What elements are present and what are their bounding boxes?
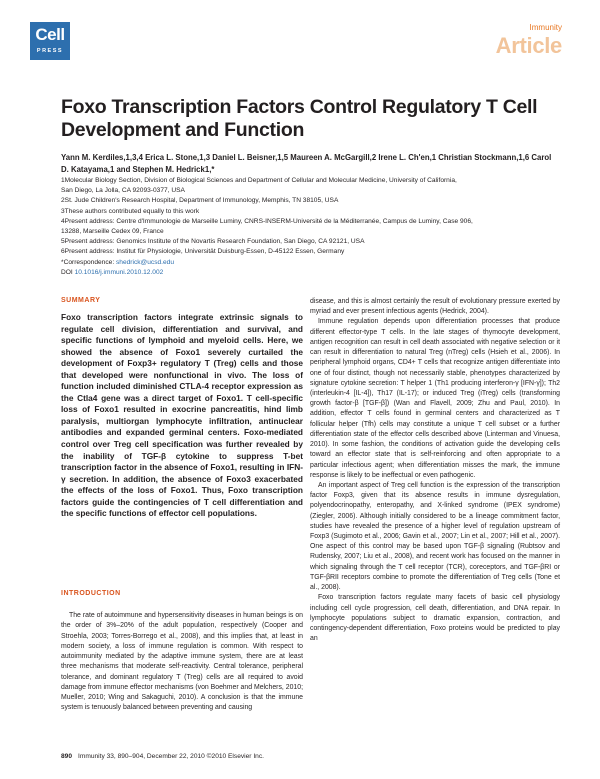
article-title: Foxo Transcription Factors Control Regulatory T Cell Development and Function (61, 96, 538, 141)
logo-brand: Cell (35, 25, 65, 44)
correspondence-label: *Correspondence: (61, 258, 116, 266)
doi-label: DOI (61, 268, 75, 276)
affiliation-line: 2St. Jude Children's Research Hospital, Department of Immunology, Memphis, TN 38105, USA (61, 197, 339, 205)
page-footer (61, 753, 264, 760)
affiliation-line: 5Present address: Genomics Institute of the Novartis Research Foundation, San Diego, CA 92121, USA (61, 238, 365, 246)
summary-text: Foxo transcription factors integrate extrinsic signals to regulate cell division, differentiation and survival, and specific functions of lymphoid and myeloid cells. Here, we showed the absence of Foxo1 severely curtailed the development of Foxp3+ regulatory T (Treg) cells and those that developed were nonfunctional in vivo. The loss of function included diminished CTLA-4 receptor expression as the Ctla4 gene was a direct target of Foxo1. T cell-specific loss of Foxo1 resulted in exocrine pancreatitis, hind limb paralysis, multiorgan lymphocyte infiltration, antinuclear antibodies and expanded germinal centers. Foxo-mediated control over Treg cell specification was further revealed by the inability of TGF-β cytokine to suppress T-bet transcription factor in the absence of Foxo1, resulting in IFN-γ secretion. In addition, the absence of Foxo3 exacerbated the effects of the loss of Foxo1. Thus, Foxo transcription factors guide the contingencies of T cell differentiation and the specific functions of effector cell populations. (61, 312, 303, 519)
logo-press: PRESS (36, 48, 64, 54)
correspondence (61, 258, 581, 268)
journal-citation: Immunity 33, 890–904, December 22, 2010 ©2010 Elsevier Inc. (78, 753, 264, 760)
affiliation-line: 3These authors contributed equally to this work (61, 207, 200, 215)
cell-press-logo (30, 22, 70, 60)
body-paragraph: disease, and this is almost certainly the result of evolutionary pressure exerted by myriad and ever present infectious agents (Hedrick, 2004). (310, 298, 560, 316)
affiliation-line: 1Molecular Biology Section, Division of Biological Sciences and Department of Cellular and Molecular Medicine, University of California, (61, 177, 457, 184)
summary-section (61, 297, 303, 520)
intro-heading: INTRODUCTION (61, 590, 121, 597)
journal-name: Immunity (529, 23, 562, 32)
right-column (310, 297, 560, 644)
affiliation-line: San Diego, La Jolla, CA 92093-0377, USA (61, 187, 185, 195)
doi-link[interactable]: 10.1016/j.immuni.2010.12.002 (74, 268, 164, 276)
body-paragraph: An important aspect of Treg cell function is the expression of the transcription factor Foxp3, given that its absence results in immune dysregulation, polyendocrinopathy, enteropathy, and X-linked syndrome (IPEX syndrome) (Ziegler, 2006). Although initially considered to be a lineage commitment factor, studies have revealed the presence of a higher level of regulation upstream of Foxp3 (Sugimoto et al., 2006; Gavin et al., 2007; Lin et al., 2007; Hill et al., 2007). One aspect of this control may be based upon TGF-β signaling (Rubtsov and Rudensky, 2007; Liu et al., 2008), and recent work has focused on the manner in which signaling through the T cell receptor (TCR), coreceptors, and TGF-βRI or TGF-βRII receptors combine to promote the differentiation of Treg cells (Tone et al., 2008). (310, 481, 560, 592)
article-type: Article (495, 33, 562, 58)
correspondence-email-link[interactable]: shedrick@ucsd.edu (115, 258, 174, 266)
affiliation-line: 13288, Marseille Cedex 09, France (61, 228, 164, 236)
page-number: 890 (61, 753, 73, 760)
affiliations (61, 176, 581, 278)
summary-heading: SUMMARY (61, 297, 101, 304)
doi (61, 268, 581, 278)
body-paragraph: Foxo transcription factors regulate many facets of basic cell physiology including cell cycle progression, cell death, differentiation, and DNA repair. In lymphocyte populations subject to dramatic expansion, contraction, and contingency-dependent differentiation, Foxo proteins would be predicted to play an (310, 594, 560, 643)
affiliation-line: 6Present address: Institut für Physiologie, Universität Duisburg-Essen, D-45122 Essen, Germany (61, 248, 345, 256)
affiliation-line: 4Present address: Centre d'Immunologie de Marseille Luminy, CNRS-INSERM-Université de la Méditerranée, Campus de Luminy, Case 906, (61, 217, 473, 225)
intro-text: The rate of autoimmune and hypersensitivity diseases in human beings is on the order of 3%–20% of the adult population, respectively (Cooper and Stroehla, 2003; Torres-Borrego et al., 2008), and this implies that, at least in modern society, a loss of immune regulation is common. With respect to autoimmunity mediated by the adaptive immune system, there are at least three mechanisms that moderate self-reactivity. Central tolerance, peripheral tolerance, and dominant regulatory T (Treg) cells are all required to avoid damage from immune effector mechanisms (von Boehmer and Melchers, 2010; Mueller, 2010; Wing and Sakaguchi, 2010). A conclusion is that the immune system is tenuously balanced between preventing and causing (61, 612, 303, 712)
body-paragraph: Immune regulation depends upon differentiation processes that produce different effector-type T cells. In the late stages of thymocyte development, antigen recognition can result in cell death associated with negative selection or it can result in differentiation to natural Treg (nTreg) cells (Hsieh et al., 2006). In peripheral lymphoid organs, CD4+ T cells that recognize antigen differentiate into one of four distinct, though not necessarily stable, phenotypes characterized by signature cytokine secretion: T helper 1 (Th1 producing interferon-γ [IFN-γ]); Th2 (interleukin-4 [IL-4]), Th17 (IL-17); or induced Treg (iTreg) cells (transforming growth factor-β [TGF-β]) (Wan and Flavell, 2009; Zhu and Paul, 2010). In addition, effector T cells found in germinal centers and characterized as T follicular helper (Tfh) cells may constitute a unique T cell subset or a further differentiation state of the effector cells described above (Linterman and Vinuesa, 2010). In some fashion, the conditions of activation guide the developing cells toward an effector state that is self-reinforcing and often appropriate to a particular infectious agent; when differentiation misses the mark, the immune response is likely to be ineffectual or even pathogenic. (310, 318, 560, 479)
author-list: Yann M. Kerdiles,1,3,4 Erica L. Stone,1,3 Daniel L. Beisner,1,5 Maureen A. McGargill,2 Irene L. Ch'en,1 Christian Stockmann,1,6 Carol D. Katayama,1 and Stephen M. Hedrick1,* (61, 153, 552, 174)
